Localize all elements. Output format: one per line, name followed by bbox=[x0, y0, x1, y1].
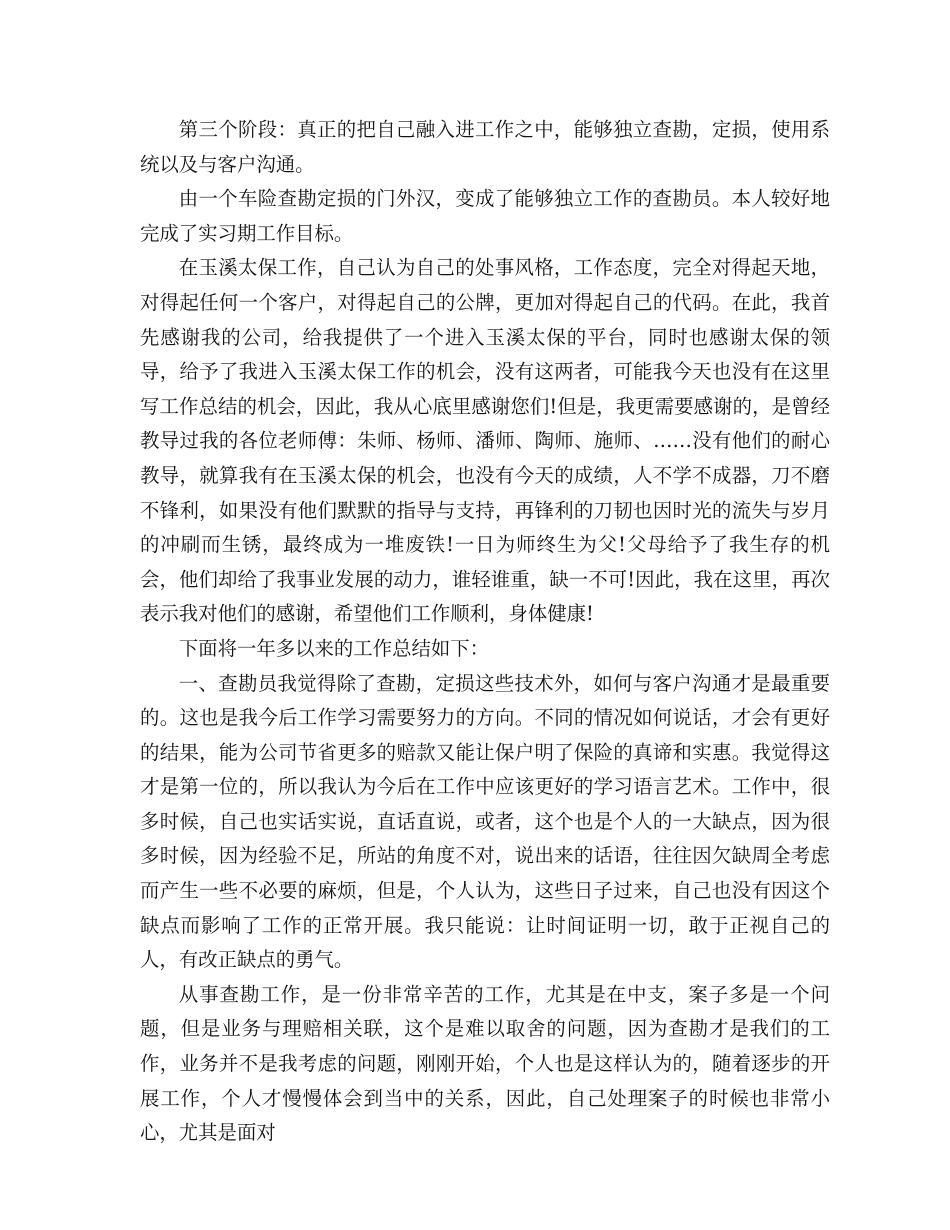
paragraph-stage-three: 第三个阶段：真正的把自己融入进工作之中，能够独立查勘，定损，使用系统以及与客户沟通。 bbox=[140, 118, 830, 176]
paragraph-internship-goal: 由一个车险查勘定损的门外汉，变成了能够独立工作的查勘员。本人较好地完成了实习期工作目标。 bbox=[140, 187, 830, 245]
document-body bbox=[140, 113, 830, 1151]
paragraph-survey-work: 从事查勘工作，是一份非常辛苦的工作，尤其是在中支，案子多是一个问题，但是业务与理赔相关联，这个是难以取舍的问题，因为查勘才是我们的工作，业务并不是我考虑的问题，刚刚开始，个人也是这样认为的，随着逐步的开展工作，个人才慢慢体会到当中的关系，因此，自己处理案子的时候也非常小心，尤其是面对 bbox=[140, 982, 830, 1145]
paragraph-point-one: 一、查勘员我觉得除了查勘，定损这些技术外，如何与客户沟通才是最重要的。这也是我今后工作学习需要努力的方向。不同的情况如何说话，才会有更好的结果，能为公司节省更多的赔款又能让保户明了保险的真谛和实惠。我觉得这才是第一位的，所以我认为今后在工作中应该更好的学习语言艺术。工作中，很多时候，自己也实话实说，直话直说，或者，这个也是个人的一大缺点，因为很多时候，因为经验不足，所站的角度不对，说出来的话语，往往因欠缺周全考虑而产生一些不必要的麻烦，但是，个人认为，这些日子过来，自己也没有因这个缺点而影响了工作的正常开展。我只能说：让时间证明一切，敢于正视自己的人，有改正缺点的勇气。 bbox=[140, 671, 830, 972]
paragraph-gratitude: 在玉溪太保工作，自己认为自己的处事风格，工作态度，完全对得起天地，对得起任何一个客户，对得起自己的公牌，更加对得起自己的代码。在此，我首先感谢我的公司，给我提供了一个进入玉溪太保的平台，同时也感谢太保的领导，给予了我进入玉溪太保工作的机会，没有这两者，可能我今天也没有在这里写工作总结的机会，因此，我从心底里感谢您们!但是，我更需要感谢的，是曾经教导过我的各位老师傅：朱师、杨师、潘师、陶师、施师、……没有他们的耐心教导，就算我有在玉溪太保的机会，也没有今天的成绩，人不学不成器，刀不磨不锋利，如果没有他们默默的指导与支持，再锋利的刀韧也因时光的流失与岁月的冲刷而生锈，最终成为一堆废铁!一日为师终生为父!父母给予了我生存的机会，他们却给了我事业发展的动力，谁轻谁重，缺一不可!因此，我在这里，再次表示我对他们的感谢，希望他们工作顺利，身体健康! bbox=[140, 256, 830, 626]
paragraph-summary-intro: 下面将一年多以来的工作总结如下： bbox=[178, 636, 490, 660]
